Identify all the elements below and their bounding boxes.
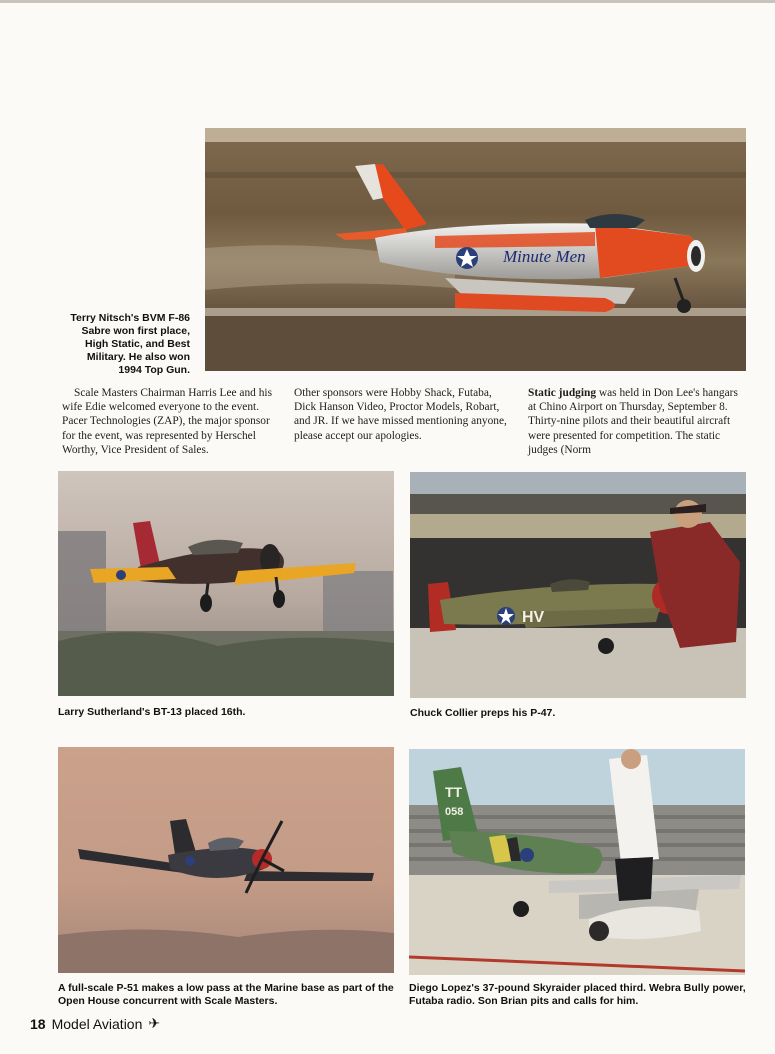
caption-bt13: Larry Sutherland's BT-13 placed 16th. (58, 706, 246, 718)
article-column-3 (528, 386, 742, 457)
caption-f86: Terry Nitsch's BVM F-86 Sabre won first place, High Static, and Best Military. He also won 1994 Top Gun. (70, 312, 190, 376)
article-column-2 (294, 386, 512, 443)
article-paragraph-2: Other sponsors were Hobby Shack, Futaba, Dick Hanson Video, Proctor Models, Robart, and JR. If we have missed mentioning anyone, please accept our apologies. (294, 387, 507, 442)
page-folio (30, 1015, 160, 1032)
photo-p51 (58, 747, 394, 973)
photo-bt13 (58, 471, 394, 696)
skyraider-tail-code: TT (445, 784, 463, 800)
article-paragraph-3: Static judging was held in Don Lee's hangars at Chino Airport on Thursday, September 8. Thirty-nine pilots and their beautiful aircraft were presented for competition. The static judges (Norm (528, 387, 738, 456)
airplane-icon: ✈ (148, 1015, 161, 1031)
caption-skyraider: Diego Lopez's 37-pound Skyraider placed third. Webra Bully power, Futaba radio. Son Brian pits and calls for him. (409, 982, 746, 1007)
article-column-1 (62, 386, 275, 457)
skyraider-tail-number: 058 (445, 806, 464, 818)
page-top-edge (0, 0, 775, 3)
caption-p47: Chuck Collier preps his P-47. (410, 707, 556, 719)
p47-code-text: HV (522, 609, 545, 626)
magazine-name: Model Aviation (51, 1015, 143, 1032)
page-number: 18 (30, 1015, 46, 1032)
article-paragraph-1: Scale Masters Chairman Harris Lee and his wife Edie welcomed everyone to the event. Pacer Technologies (ZAP), the major sponsor for the event, was represented by Herschel Worthy, Vice President of Sales. (62, 387, 273, 456)
caption-p51: A full-scale P-51 makes a low pass at the Marine base as part of the Open House concurrent with Scale Masters. (58, 982, 394, 1007)
photo-skyraider (409, 749, 745, 975)
photo-f86-sabre (205, 128, 746, 371)
photo-p47 (410, 472, 746, 698)
nose-art-text: Minute Men (503, 247, 586, 266)
subhead-static-judging: Static judging (528, 387, 597, 399)
